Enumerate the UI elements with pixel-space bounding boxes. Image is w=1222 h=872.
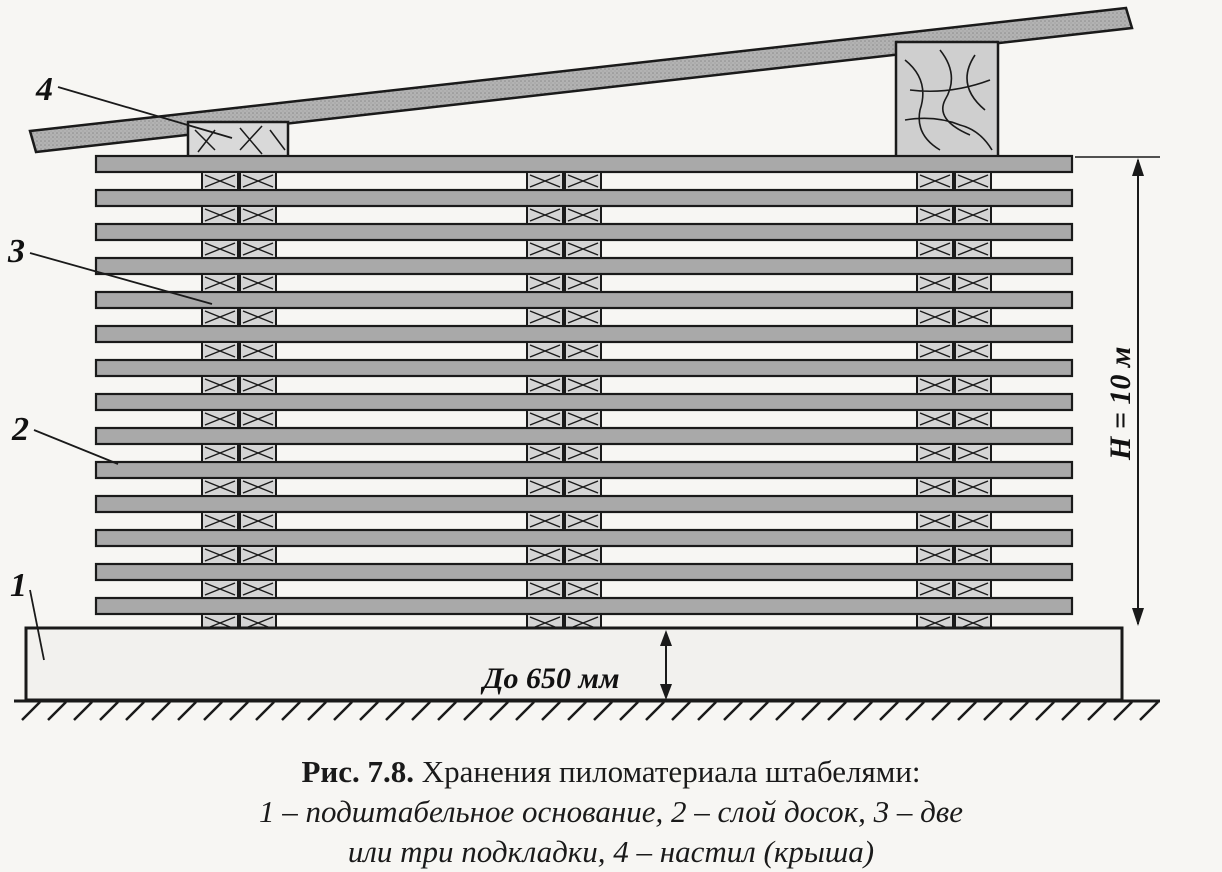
board [96,496,1072,512]
spacer-block [527,240,563,258]
board [96,462,1072,478]
spacer-block [955,478,991,496]
spacer-block [917,444,953,462]
spacer-block [565,342,601,360]
spacer-block [527,444,563,462]
spacer-block [955,206,991,224]
spacer-block [917,376,953,394]
board [96,156,1072,172]
callout-3: 3 [8,233,25,270]
board [96,428,1072,444]
spacer-block [565,308,601,326]
spacer-block [955,172,991,190]
callout-4: 4 [36,71,53,108]
spacer-block [202,580,238,598]
spacer-block [240,546,276,564]
board [96,326,1072,342]
spacer-block [202,376,238,394]
base-label: До 650 мм [483,662,620,695]
spacer-block [202,478,238,496]
roof-support-right [896,42,998,158]
spacer-block [527,546,563,564]
spacer-block [202,546,238,564]
spacer-block [565,546,601,564]
spacer-block [527,206,563,224]
spacer-block [955,274,991,292]
figure-caption [0,752,1222,872]
caption-line-3: или три подкладки, 4 – настил (крыша) [347,834,875,869]
spacer-block [240,444,276,462]
spacer-block [917,172,953,190]
spacer-block [917,410,953,428]
spacer-block [565,172,601,190]
spacer-block [565,274,601,292]
spacer-block [527,376,563,394]
spacer-block [955,376,991,394]
spacer-block [527,274,563,292]
spacer-block [240,172,276,190]
board [96,530,1072,546]
spacer-block [565,580,601,598]
spacer-block [527,172,563,190]
spacer-block [955,308,991,326]
spacer-block [917,274,953,292]
board [96,564,1072,580]
spacer-block [202,240,238,258]
callout-1: 1 [10,567,27,604]
board [96,598,1072,614]
spacer-block [527,342,563,360]
spacer-block [240,512,276,530]
spacer-block [917,342,953,360]
spacer-block [917,308,953,326]
height-label: H = 10 м [1104,346,1137,460]
spacer-block [955,444,991,462]
spacer-block [565,206,601,224]
caption-line-2: 1 – подштабельное основание, 2 – слой досок, 3 – две [258,794,964,829]
spacer-block [240,240,276,258]
spacer-block [240,342,276,360]
board [96,360,1072,376]
spacer-block [240,308,276,326]
spacer-block [955,342,991,360]
spacer-block [565,240,601,258]
roof-support-left [188,122,288,158]
spacer-block [527,512,563,530]
ground-hatching [14,701,1160,720]
spacer-block [955,580,991,598]
spacer-block [527,410,563,428]
spacer-block [240,206,276,224]
spacer-block [527,478,563,496]
spacer-block [202,342,238,360]
spacer-block [917,580,953,598]
board [96,258,1072,274]
spacer-block [527,308,563,326]
spacer-block [917,240,953,258]
spacer-block [240,376,276,394]
spacer-block [917,512,953,530]
spacer-block [240,410,276,428]
board [96,292,1072,308]
spacer-block [565,410,601,428]
spacer-block [917,478,953,496]
spacer-block [917,206,953,224]
spacer-block [955,410,991,428]
spacer-block [565,478,601,496]
caption-title: Хранения пиломатериала штабелями: [421,754,921,789]
spacer-block [917,546,953,564]
spacer-block [202,172,238,190]
spacer-block [565,376,601,394]
spacer-block [240,274,276,292]
spacer-block [527,580,563,598]
spacer-block [565,512,601,530]
spacer-block [955,546,991,564]
caption-number: Рис. 7.8. [301,754,415,789]
spacer-block [202,308,238,326]
callout-2: 2 [12,411,29,448]
spacer-block [955,512,991,530]
board [96,394,1072,410]
spacer-block [202,410,238,428]
spacer-block [202,274,238,292]
spacer-block [565,444,601,462]
spacer-block [202,444,238,462]
spacer-block [202,512,238,530]
spacer-block [202,206,238,224]
spacer-block [240,478,276,496]
spacer-block [955,240,991,258]
board [96,224,1072,240]
spacer-block [240,580,276,598]
board [96,190,1072,206]
